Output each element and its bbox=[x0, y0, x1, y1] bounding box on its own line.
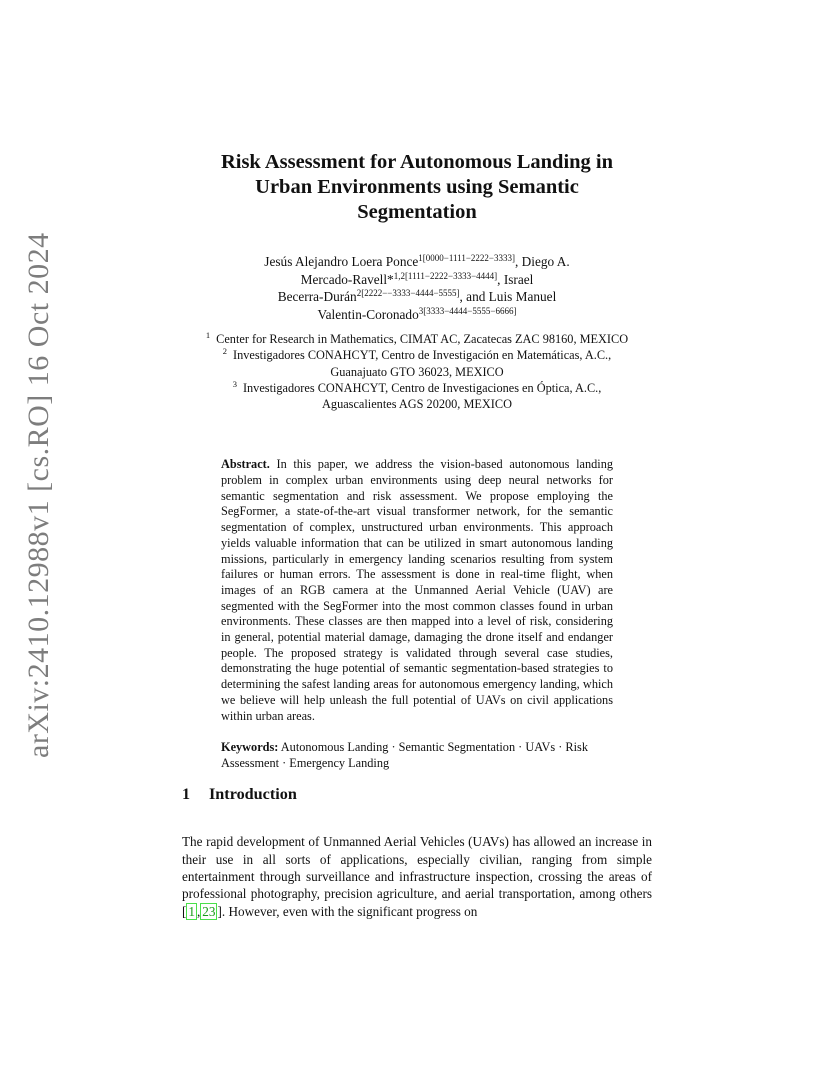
author-separator: , Diego A. bbox=[515, 254, 570, 269]
author-name: Becerra-Durán bbox=[277, 289, 357, 304]
author-separator: , and Luis Manuel bbox=[459, 289, 557, 304]
affiliation-text: Investigadores CONAHCYT, Centro de Investigaciones en Óptica, A.C., bbox=[242, 380, 602, 395]
author-name: Jesús Alejandro Loera Ponce bbox=[264, 254, 419, 269]
citation-link[interactable]: 1 bbox=[188, 903, 195, 919]
intro-text: ]. However, even with the significant progress on bbox=[217, 903, 478, 919]
section-title: Introduction bbox=[209, 785, 297, 803]
title-line: Urban Environments using Semantic bbox=[255, 176, 579, 198]
author-orcid[interactable]: 1[0000−1111−2222−3333] bbox=[418, 253, 516, 263]
intro-paragraph bbox=[182, 833, 652, 920]
author-orcid[interactable]: 2[2222−−3333−4444−5555] bbox=[356, 288, 460, 298]
abstract bbox=[221, 457, 613, 724]
affiliation-list bbox=[182, 331, 652, 412]
section-heading bbox=[182, 785, 297, 804]
keywords-text: Autonomous Landing · Semantic Segmentation · UAVs · Risk Assessment · Emergency Landing bbox=[221, 740, 588, 770]
section-number: 1 bbox=[182, 785, 191, 803]
intro-text: The rapid development of Unmanned Aerial Vehicles (UAVs) has allowed an increase in their use in all sorts of applications, especially civilian, ranging from simple entertainment through surveillance and infrastructure inspection, crossing the areas of professional photography, precision agriculture, and aerial transportation, among others [ bbox=[182, 834, 652, 919]
affiliation-mark: 3 bbox=[232, 378, 237, 389]
arxiv-identifier: arXiv:2410.12988v1 [cs.RO] 16 Oct 2024 bbox=[22, 232, 55, 758]
author-name: Valentin-Coronado bbox=[317, 306, 419, 322]
affiliation bbox=[182, 331, 652, 347]
author-line bbox=[182, 306, 652, 324]
affiliation-mark: 1 bbox=[205, 330, 211, 340]
affiliation bbox=[182, 347, 652, 363]
affiliation-continuation: Aguascalientes AGS 20200, MEXICO bbox=[322, 397, 512, 412]
author-line bbox=[182, 288, 652, 306]
citation-separator: , bbox=[197, 903, 201, 919]
author-orcid[interactable]: 3[3333−4444−5555−6666] bbox=[418, 305, 517, 316]
author-line bbox=[182, 253, 652, 271]
keywords bbox=[221, 740, 613, 771]
affiliation bbox=[182, 380, 652, 396]
abstract-label: Abstract. bbox=[221, 457, 270, 472]
affiliation-text: Center for Research in Mathematics, CIMAT AC, Zacatecas ZAC 98160, MEXICO bbox=[216, 332, 629, 346]
title-line: Segmentation bbox=[357, 201, 477, 223]
author-separator: , Israel bbox=[497, 271, 534, 287]
author-name: Mercado-Ravell* bbox=[300, 271, 394, 287]
affiliation-continuation: Guanajuato GTO 36023, MEXICO bbox=[330, 364, 504, 379]
abstract-text: In this paper, we address the vision-based autonomous landing problem in complex urban environments using deep neural networks for semantic segmentation and risk assessment. We propose employing the SegFormer, a state-of-the-art visual transformer network, for the semantic segmentation of complex, unstructured urban environments. This approach yields valuable information that can be utilized in smart autonomous landing missions, particularly in emergency landing scenarios resulting from system failures or human errors. The assessment is done in real-time flight, when images of an RGB camera at the Unmanned Aerial Vehicle (UAV) are segmented with the SegFormer into the most common classes found in urban environments. These classes are then mapped into a level of risk, considering in general, potential material damage, damaging the drone itself and endanger people. The proposed strategy is validated through several case studies, demonstrating the huge potential of semantic segmentation-based strategies to determining the safest landing areas for autonomous emergency landing, which we believe will help unleash the full potential of UAVs on civil applications within urban areas. bbox=[221, 457, 614, 723]
paper-title bbox=[182, 150, 652, 225]
citation-link[interactable]: 23 bbox=[202, 903, 216, 919]
affiliation-text: Investigadores CONAHCYT, Centro de Investigación en Matemáticas, A.C., bbox=[233, 348, 612, 363]
author-line bbox=[182, 271, 652, 289]
author-orcid[interactable]: 1,2[1111−2222−3333−4444] bbox=[393, 270, 498, 281]
title-line: Risk Assessment for Autonomous Landing in bbox=[220, 151, 614, 173]
author-list bbox=[182, 253, 652, 323]
affiliation-mark: 2 bbox=[222, 346, 228, 357]
keywords-label: Keywords: bbox=[221, 740, 279, 755]
